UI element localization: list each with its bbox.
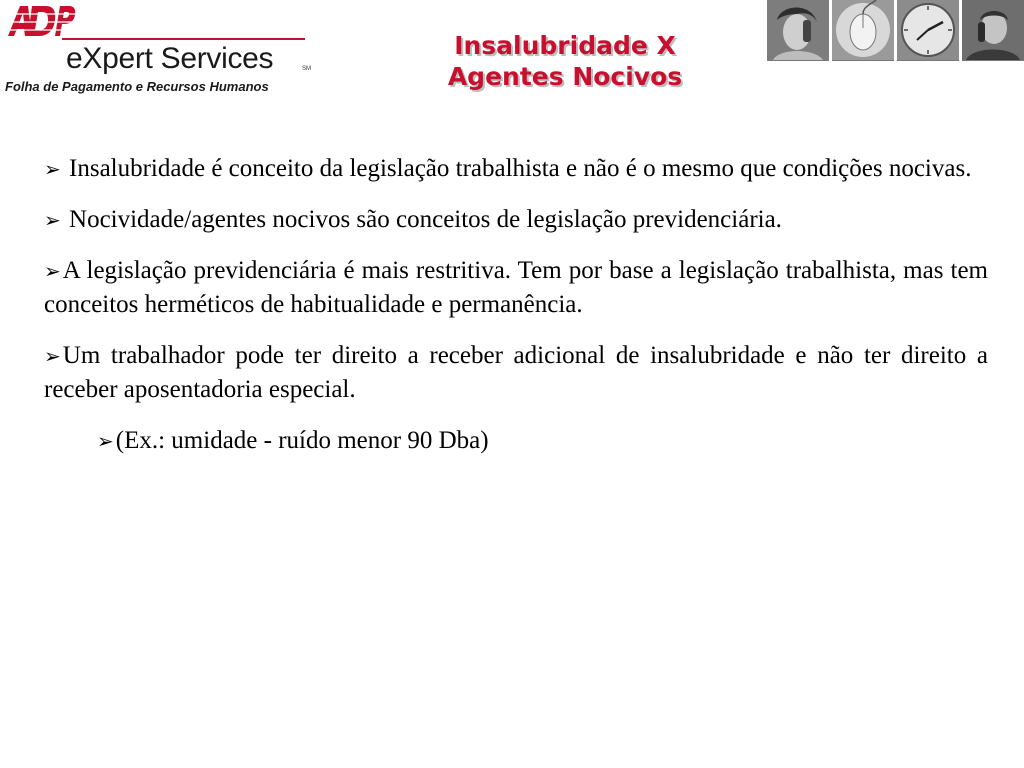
computer-mouse-photo [832, 0, 894, 61]
arrow-bullet-icon: ➢ [44, 208, 61, 232]
bullet-paragraph-1 [44, 152, 988, 186]
header-photo-strip [767, 0, 1024, 60]
arrow-bullet-icon: ➢ [97, 429, 114, 453]
man-on-phone-photo [962, 0, 1024, 61]
brand-rule [62, 38, 305, 40]
slide-title [400, 30, 730, 93]
bullet-paragraph-2 [44, 203, 988, 237]
woman-on-phone-photo [767, 0, 829, 61]
bullet-paragraph-4 [44, 339, 988, 407]
slide-body [44, 152, 988, 475]
brand-tagline: Folha de Pagamento e Recursos Humanos [5, 79, 269, 94]
arrow-bullet-icon: ➢ [44, 157, 61, 181]
brand-name: eXpert Services [66, 42, 274, 75]
paragraph-text: A legislação previdenciária é mais restritiva. Tem por base a legislação trabalhista, mas tem conceitos herméticos de habitualidade e permanência. [44, 257, 988, 318]
arrow-bullet-icon: ➢ [44, 344, 61, 368]
header-logo-block [0, 0, 320, 100]
title-line-2: Agentes Nocivos [447, 62, 683, 92]
bullet-paragraph-3 [44, 254, 988, 322]
example-text: (Ex.: umidade - ruído menor 90 Dba) [115, 427, 489, 454]
arrow-bullet-icon: ➢ [44, 259, 61, 283]
paragraph-text: Nocividade/agentes nocivos são conceitos de legislação previdenciária. [69, 206, 782, 233]
paragraph-text: Um trabalhador pode ter direito a receber adicional de insalubridade e não ter direito a receber aposentadoria especial. [44, 342, 988, 403]
service-mark: SM [302, 66, 311, 72]
adp-logo [6, 2, 76, 42]
title-line-1: Insalubridade X [454, 31, 676, 60]
clock-photo [897, 0, 959, 61]
sub-bullet-example [97, 424, 988, 458]
paragraph-text: Insalubridade é conceito da legislação trabalhista e não é o mesmo que condições nocivas. [69, 155, 972, 182]
